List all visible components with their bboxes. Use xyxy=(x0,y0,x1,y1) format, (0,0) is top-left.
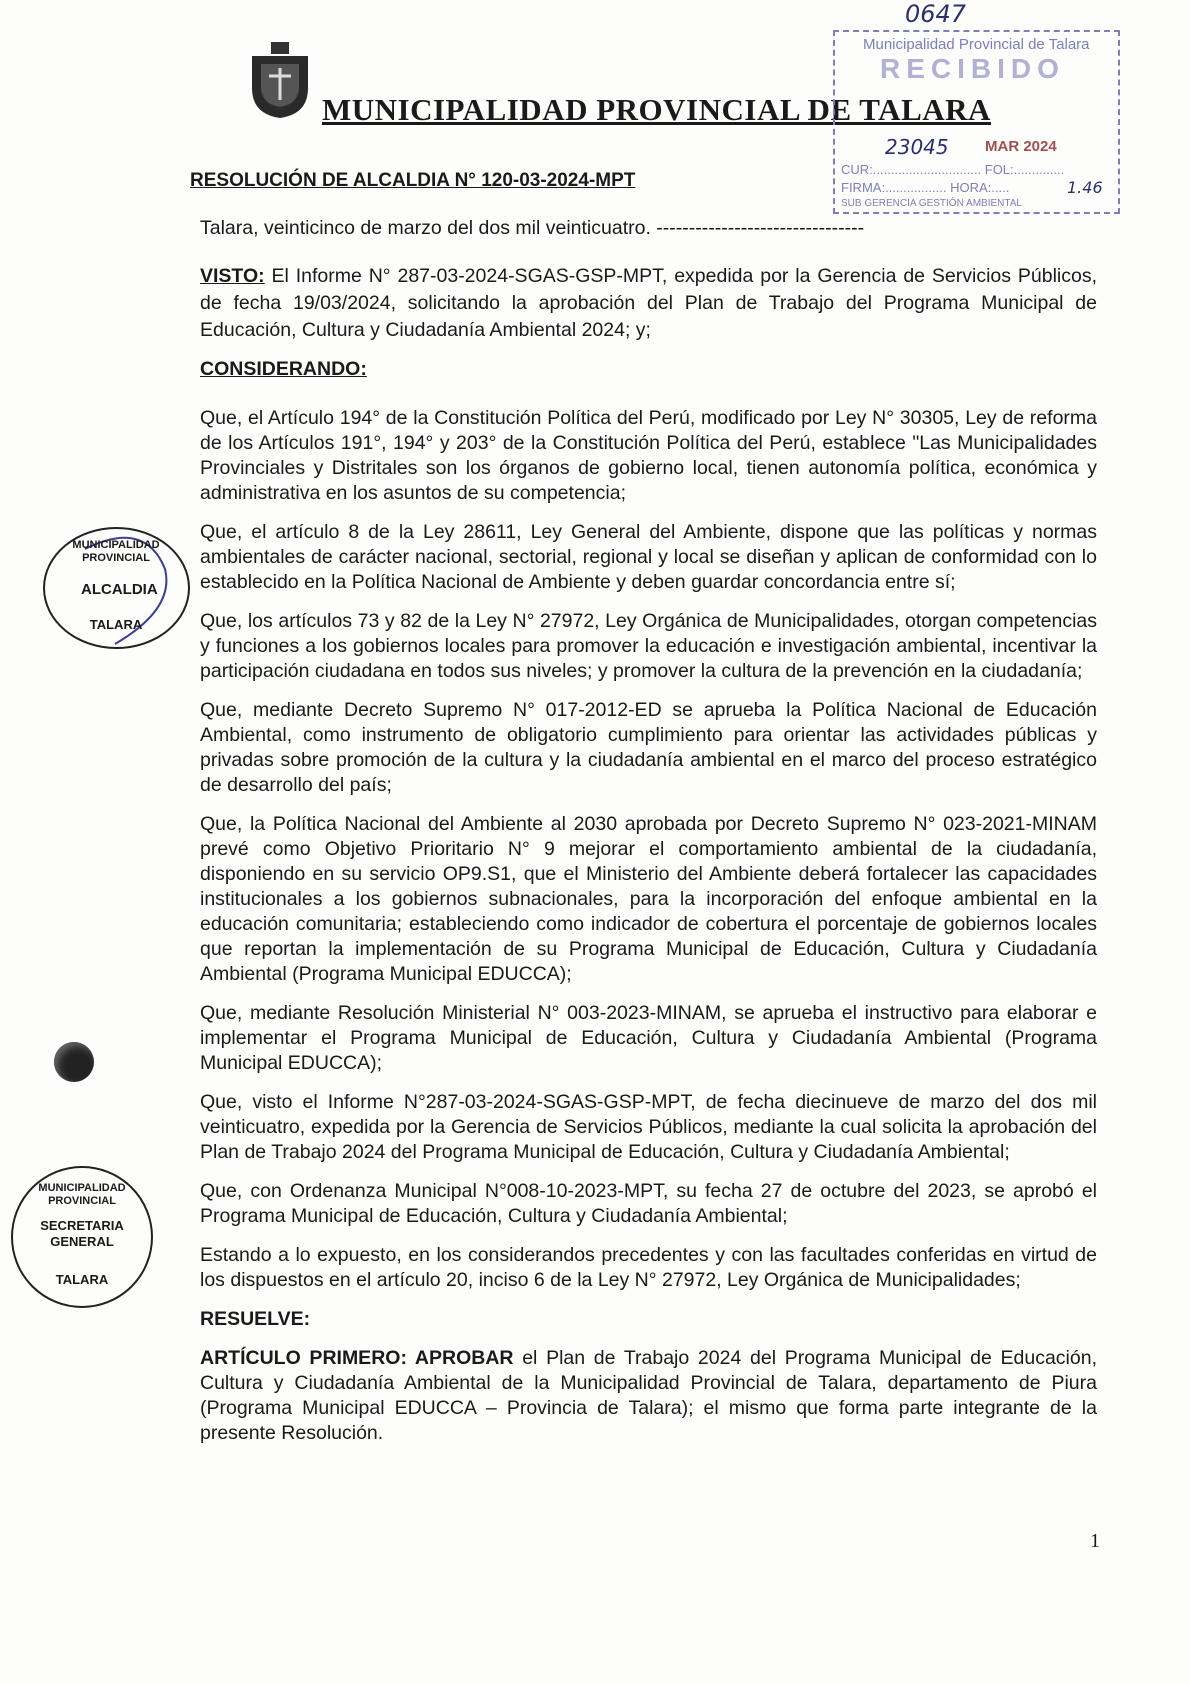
paragraph: Que, con Ordenanza Municipal N°008-10-2023-MPT, su fecha 27 de octubre del 2023, se aprobó el Programa Municipal de Educación, Cultura y Ciudadanía Ambiental; xyxy=(200,1180,1097,1227)
paragraph: Que, la Política Nacional del Ambiente al 2030 aprobada por Decreto Supremo N° 023-2021-MINAM prevé como Objetivo Prioritario N° 9 mejorar el comportamiento ambiental de la ciudadanía, disponiendo en su servicio OP9.S1, que el Ministerio del Ambiente deberá fortalecer las capacidades institucionales a los gobiernos subnacionales, para la incorporación del enfoque ambiental en la educación comunitaria; estableciendo como indicador de cobertura el porcentaje de gobiernos locales que reportan la implementación de su Programa Municipal de Educación, Cultura y Ciudadanía Ambiental (Programa Municipal EDUCCA); xyxy=(200,813,1097,985)
visto-text: El Informe N° 287-03-2024-SGAS-GSP-MPT, expedida por la Gerencia de Servicios Públicos, de fecha 19/03/2024, solicitando la aprobación del Plan de Trabajo del Programa Municipal de Educación, Cultura y Ciudadanía Ambiental 2024; y; xyxy=(200,265,1097,341)
hora-label: HORA: xyxy=(950,180,992,195)
stamp-status: RECIBIDO xyxy=(880,53,1065,84)
seal-top-text: MUNICIPALIDAD PROVINCIAL xyxy=(38,1182,126,1207)
stamp-office: SUB GERENCIA GESTIÓN AMBIENTAL xyxy=(841,198,1022,209)
articulo-text: el Plan de Trabajo 2024 del Programa Municipal de Educación, Cultura y Ciudadanía Ambiental de la Municipalidad Provincial de Talara, departamento de Piura (Programa Municipal EDUCCA – Provincia de Talara); el mismo que forma parte integrante de la presente Resolución. xyxy=(200,1347,1097,1444)
page-number: 1 xyxy=(1090,1530,1100,1552)
alcaldia-seal xyxy=(43,527,190,649)
seal-center-text: SECRETARIA GENERAL xyxy=(40,1218,124,1249)
stamp-org: Municipalidad Provincial de Talara xyxy=(863,36,1090,53)
punch-hole xyxy=(54,1042,94,1082)
paragraph: Que, visto el Informe N°287-03-2024-SGAS-GSP-MPT, de fecha diecinueve de marzo del dos mil veinticuatro, expedida por la Gerencia de Servicios Públicos, mediante la cual solicita la aprobación del Plan de Trabajo 2024 del Programa Municipal de Educación, Cultura y Ciudadanía Ambiental; xyxy=(200,1091,1097,1163)
articulo-label: ARTÍCULO PRIMERO: APROBAR xyxy=(200,1347,514,1369)
paragraph: Estando a lo expuesto, en los considerandos precedentes y con las facultades conferidas en virtud de los dispuestos en el artículo 20, inciso 6 de la Ley N° 27972, Ley Orgánica de Municipalidades; xyxy=(200,1244,1097,1291)
resolution-heading: RESOLUCIÓN DE ALCALDIA N° 120-03-2024-MPT xyxy=(190,170,636,191)
paragraph: Que, mediante Resolución Ministerial N° 003-2023-MINAM, se aprueba el instructivo para elaborar e implementar el Programa Municipal de Educación, Cultura y Ciudadanía Ambiental (Programa Municipal EDUCCA); xyxy=(200,1002,1097,1074)
stamp-hora-value: 1.46 xyxy=(1067,178,1103,197)
paragraph: Que, el artículo 8 de la Ley 28611, Ley General del Ambiente, dispone que las políticas y normas ambientales de carácter nacional, sectorial, regional y local se diseñan y aplican de conformidad con lo establecido en la Política Nacional de Ambiente y deben guardar concordancia entre sí; xyxy=(200,521,1097,593)
seal-bottom-text: TALARA xyxy=(55,1272,109,1287)
seal-center-text: ALCALDIA xyxy=(81,581,158,598)
stamp-cur-row: CUR:.............................. FOL:.............. xyxy=(841,162,1065,177)
cur-label: CUR: xyxy=(841,162,873,177)
secretaria-seal xyxy=(11,1166,153,1308)
seal-bottom-text: TALARA xyxy=(89,617,143,632)
document-body xyxy=(200,406,1097,1460)
firma-label: FIRMA: xyxy=(841,180,886,195)
paragraph: Que, los artículos 73 y 82 de la Ley N° 27972, Ley Orgánica de Municipalidades, otorgan competencias y funciones a los gobiernos locales para promover la educación e investigación ambiental, incentivar la participación ciudadana en todos sus niveles; y promover la cultura de la prevención en la ciudadanía; xyxy=(200,610,1097,682)
visto-paragraph xyxy=(200,263,1097,344)
stamp-date: MAR 2024 xyxy=(985,138,1057,155)
articulo-primero xyxy=(200,1346,1097,1446)
considerando-label: CONSIDERANDO: xyxy=(200,358,367,380)
handwritten-number: 0647 xyxy=(905,0,967,28)
stamp-cur-value: 23045 xyxy=(885,135,949,159)
visto-label: VISTO: xyxy=(200,265,265,287)
received-stamp xyxy=(833,30,1120,214)
paragraph: Que, el Artículo 194° de la Constitución Política del Perú, modificado por Ley N° 30305, Ley de reforma de los Artículos 191°, 194° y 203° de la Constitución Política del Perú, establece "Las Municipalidades Provinciales y Distritales son los órganos de gobierno local, tienen autonomía política, económica y administrativa en los asuntos de su competencia; xyxy=(200,407,1097,504)
resuelve-label: RESUELVE: xyxy=(200,1308,311,1330)
stamp-firma-row: FIRMA:................. HORA:..... xyxy=(841,180,1010,195)
municipality-title: MUNICIPALIDAD PROVINCIAL DE TALARA xyxy=(322,92,991,127)
paragraph: Que, mediante Decreto Supremo N° 017-2012-ED se aprueba la Política Nacional de Educación Ambiental, como instrumento de obligatorio cumplimiento para orientar las actividades públicas y privadas sobre promoción de la cultura y la ciudadanía ambiental en el marco del proceso estratégico de desarrollo del país; xyxy=(200,699,1097,796)
fol-label: FOL: xyxy=(984,162,1014,177)
municipal-crest-icon xyxy=(247,40,313,120)
place-date: Talara, veinticinco de marzo del dos mil veinticuatro. -------------------------------- xyxy=(200,217,865,239)
seal-top-text: MUNICIPALIDAD PROVINCIAL xyxy=(72,539,160,564)
